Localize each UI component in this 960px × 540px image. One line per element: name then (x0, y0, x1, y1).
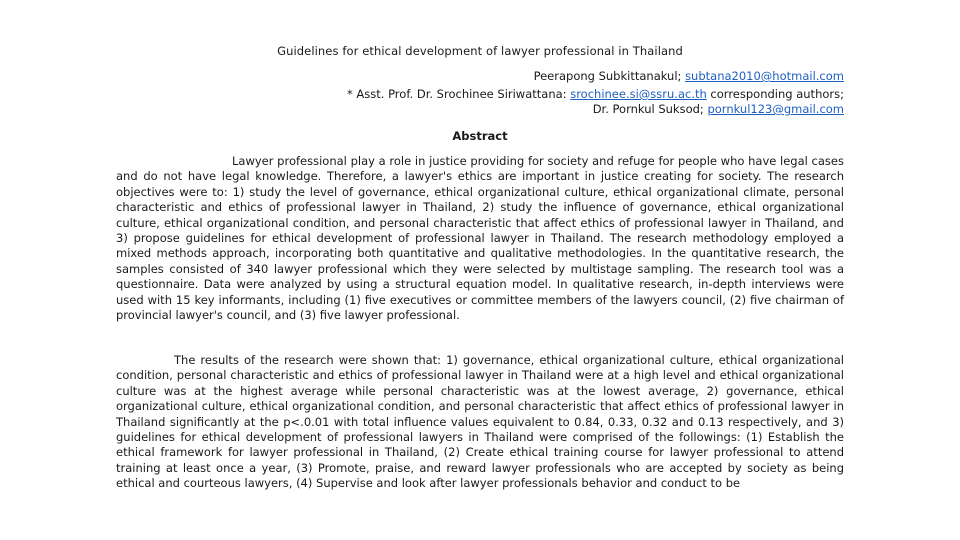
author-email-link[interactable]: subtana2010@hotmail.com (685, 69, 844, 83)
abstract-paragraph-2: The results of the research were shown that: 1) governance, ethical organizational culture, ethical organizational condition, personal characteristic and ethics of professional lawyer in Thailand were at a high level and ethical organizational culture was at the highest average while personal characteristic was at the lowest average, 2) governance, ethical organizational culture, ethical organizational condition, and personal characteristic that affect ethics of professional lawyer in Thailand significantly at the p<.0.01 with total influence values equivalent to 0.84, 0.33, 0.32 and 0.13 respectively, and 3) guidelines for ethical development of professional lawyers in Thailand were comprised of the followings: (1) Establish the ethical framework for lawyer professional in Thailand, (2) Create ethical training course for lawyer professional to attend training at least once a year, (3) Promote, praise, and reward lawyer professionals who are accepted by society as being ethical and courteous lawyers, (4) Supervise and look after lawyer professionals behavior and conduct to be (116, 353, 844, 491)
author-line-2 (347, 87, 844, 101)
abstract-paragraph-1: Lawyer professional play a role in justice providing for society and refuge for people who have legal cases and do not have legal knowledge. Therefore, a lawyer's ethics are important in justice creating for society. The research objectives were to: 1) study the level of governance, ethical organizational culture, ethical organizational climate, personal characteristic and ethics of professional lawyer in Thailand, 2) study the influence of governance, ethical organizational culture, ethical organizational condition, and personal characteristic that affect ethics of professional lawyer in Thailand, and 3) propose guidelines for ethical development of professional lawyer in Thailand. The research methodology employed a mixed methods approach, incorporating both quantitative and qualitative methodologies. In the quantitative research, the samples consisted of 340 lawyer professional which they were selected by multistage sampling. The research tool was a questionnaire. Data were analyzed by using a structural equation model. In qualitative research, in-depth interviews were used with 15 key informants, including (1) five executives or committee members of the lawyers council, (2) five chairman of provincial lawyer's council, and (3) five lawyer professional. (116, 154, 844, 323)
document-page (116, 0, 844, 540)
author-prefix: * Asst. Prof. Dr. Srochinee Siriwattana: (347, 87, 571, 101)
author-line-1 (534, 69, 844, 83)
paper-title: Guidelines for ethical development of lawyer professional in Thailand (277, 44, 683, 58)
author-email-link[interactable]: srochinee.si@ssru.ac.th (570, 87, 707, 101)
author-suffix: corresponding authors; (706, 87, 844, 101)
author-name: Dr. Pornkul Suksod; (592, 102, 704, 116)
author-line-3 (593, 102, 844, 116)
author-name: Peerapong Subkittanakul; (533, 69, 682, 83)
abstract-heading: Abstract (452, 129, 508, 143)
author-email-link[interactable]: pornkul123@gmail.com (707, 102, 844, 116)
